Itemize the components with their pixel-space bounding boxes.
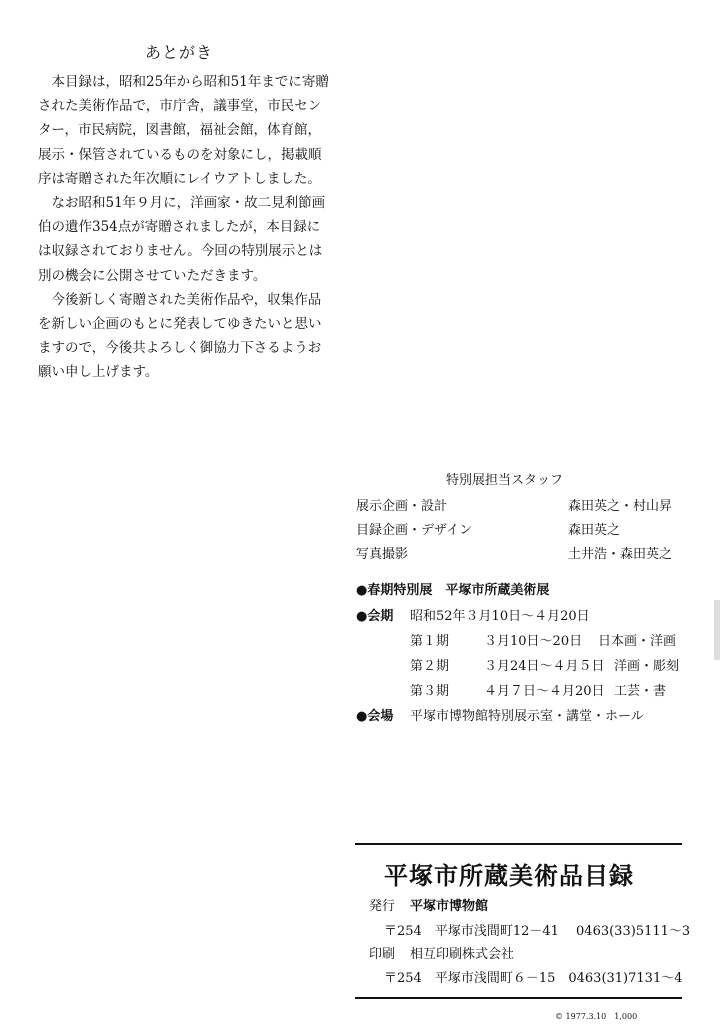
staff-name: 森田英之 bbox=[568, 523, 621, 538]
phase-genre: 日本画・洋画 bbox=[598, 634, 677, 649]
afterword-line: された美術作品で，市庁舎，議事堂，市民セン bbox=[38, 98, 322, 115]
staff-role: 写真撮影 bbox=[356, 547, 409, 562]
printer-address: 〒254 平塚市浅間町６－15 0463(31)7131～4 bbox=[384, 971, 683, 986]
staff-role: 目録企画・デザイン bbox=[356, 523, 473, 538]
afterword-line: 今後新しく寄贈された美術作品や，収集作品 bbox=[38, 291, 322, 308]
staff-name: 森田英之・村山昇 bbox=[568, 499, 673, 514]
phase-label: 第２期 bbox=[410, 659, 450, 674]
afterword-line: なお昭和51年９月に，洋画家・故二見利節画 bbox=[38, 195, 326, 212]
afterword-line: 伯の遺作354点が寄贈されましたが，本目録に bbox=[38, 219, 321, 236]
phase-dates: ４月７日～４月20日 bbox=[484, 684, 605, 699]
afterword-line: は収録されておりません。今回の特別展示とは bbox=[38, 243, 323, 260]
afterword-line: ター，市民病院，図書館，福祉会館，体育館， bbox=[38, 122, 321, 139]
colophon-top-rule bbox=[355, 843, 682, 845]
afterword-line: 序は寄贈された年次順にレイウアトしました。 bbox=[38, 170, 321, 187]
staff-name: 土井浩・森田英之 bbox=[568, 547, 673, 562]
printer-name: 相互印刷株式会社 bbox=[410, 947, 515, 962]
publisher-name: 平塚市博物館 bbox=[410, 899, 489, 914]
phase-genre: 工芸・書 bbox=[614, 684, 667, 699]
period-label: ●会期 bbox=[356, 609, 394, 624]
venue-value: 平塚市博物館特別展示室・講堂・ホール bbox=[410, 709, 644, 724]
afterword-line: 別の機会に公開させていただきます。 bbox=[38, 267, 267, 284]
afterword-line: ますので，今後共よろしく御協力下さるようお bbox=[38, 340, 322, 357]
colophon-title: 平塚市所蔵美術品目録 bbox=[384, 861, 634, 890]
phase-label: 第１期 bbox=[410, 634, 450, 649]
afterword-line: 願い申し上げます。 bbox=[38, 364, 159, 381]
afterword-line: 本目録は，昭和25年から昭和51年までに寄贈 bbox=[38, 74, 329, 90]
printer-label: 印刷 bbox=[369, 947, 396, 962]
publisher-label: 発行 bbox=[369, 899, 396, 914]
venue-label: ●会場 bbox=[356, 709, 394, 724]
copyright-note: © 1977.3.10 1,000 bbox=[555, 1012, 638, 1021]
afterword-title: あとがき bbox=[145, 43, 214, 62]
afterword-line: 展示・保管されているものを対象にし，掲載順 bbox=[38, 146, 322, 163]
staff-title: 特別展担当スタッフ bbox=[446, 473, 564, 488]
period-value: 昭和52年３月10日～４月20日 bbox=[410, 609, 590, 624]
colophon-bottom-rule bbox=[355, 997, 682, 999]
afterword-body bbox=[38, 70, 368, 385]
afterword-line: を新しい企画のもとに発表してゆきたいと思い bbox=[38, 316, 322, 333]
phase-dates: ３月24日～４月５日 bbox=[484, 659, 605, 674]
publisher-address: 〒254 平塚市浅間町12－41 0463(33)5111～3 bbox=[384, 924, 691, 939]
phase-genre: 洋画・彫刻 bbox=[614, 659, 680, 674]
phase-label: 第３期 bbox=[410, 684, 450, 699]
staff-role: 展示企画・設計 bbox=[356, 499, 448, 514]
page-edge-shadow bbox=[714, 600, 720, 660]
phase-dates: ３月10日～20日 bbox=[484, 634, 583, 649]
exhibition-heading: ●春期特別展 平塚市所蔵美術展 bbox=[356, 583, 550, 598]
